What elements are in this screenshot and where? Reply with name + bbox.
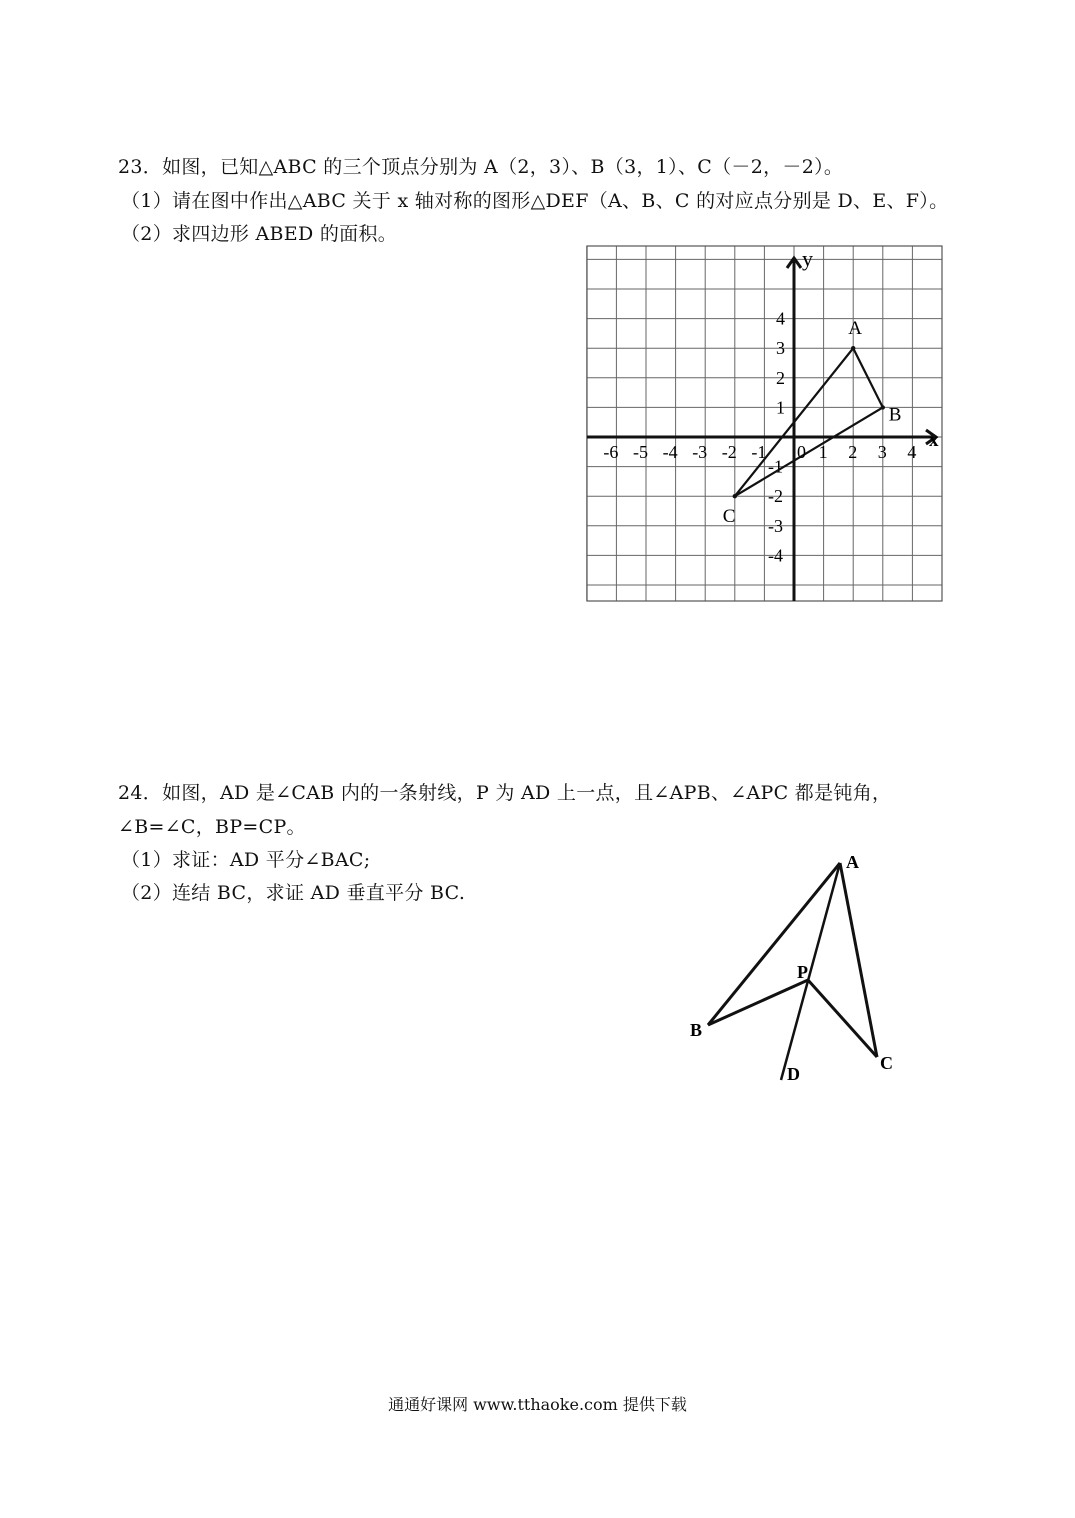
x-tick-label: -5 xyxy=(633,442,648,462)
label-c: C xyxy=(880,1053,893,1073)
label-d: D xyxy=(787,1064,800,1084)
vertex-label: A xyxy=(848,318,862,340)
y-tick-label: -3 xyxy=(768,515,783,536)
y-tick-label: -1 xyxy=(768,456,783,477)
q24-part1: （1）求证：AD 平分∠BAC; xyxy=(121,849,371,871)
y-tick-label: -4 xyxy=(768,545,783,566)
q23-title: 23．如图，已知△ABC 的三个顶点分别为 A（2，3）、B（3，1）、C（－2，－2）。 xyxy=(118,156,844,178)
label-a: A xyxy=(846,852,859,872)
x-tick-label: 2 xyxy=(848,442,858,462)
y-tick-label: 1 xyxy=(776,397,785,418)
q23-part2: （2）求四边形 ABED 的面积。 xyxy=(121,223,398,245)
x-tick-label: -4 xyxy=(662,442,678,462)
q24-title-line1: 24．如图，AD 是∠CAB 内的一条射线，P 为 AD 上一点，且∠APB、∠APC 都是钝角， xyxy=(118,782,892,804)
x-tick-label: 1 xyxy=(818,442,828,462)
segment-ab xyxy=(708,863,840,1025)
y-tick-label: 3 xyxy=(776,338,785,359)
q24-part2: （2）连结 BC，求证 AD 垂直平分 BC. xyxy=(121,882,466,904)
x-axis-label: x xyxy=(929,430,939,451)
vertex-label: B xyxy=(888,404,902,426)
q23-part1: （1）请在图中作出△ABC 关于 x 轴对称的图形△DEF（A、B、C 的对应点分别是 D、E、F）。 xyxy=(121,190,949,212)
x-tick-label: 4 xyxy=(907,442,917,462)
vertex-label: C xyxy=(722,506,736,528)
x-tick-label: -3 xyxy=(692,442,708,462)
q24-title-line2: ∠B=∠C，BP=CP。 xyxy=(118,816,306,838)
segment-bp xyxy=(708,980,808,1025)
label-b: B xyxy=(690,1020,703,1040)
x-tick-label: -2 xyxy=(721,442,737,462)
x-tick-label: 3 xyxy=(877,442,887,462)
origin-label: 0 xyxy=(797,442,806,462)
segment-ac xyxy=(840,863,877,1057)
y-tick-label: -2 xyxy=(768,486,783,507)
x-tick-label: -1 xyxy=(751,442,767,462)
segment-pc xyxy=(808,980,877,1057)
ray-ad xyxy=(781,863,840,1080)
footer-source: 通通好课网 www.tthaoke.com 提供下载 xyxy=(388,1395,687,1414)
x-tick-label: -6 xyxy=(603,442,619,462)
y-axis-label: y xyxy=(802,246,813,271)
y-tick-label: 4 xyxy=(776,308,785,329)
y-tick-label: 2 xyxy=(776,367,785,388)
label-p: P xyxy=(797,962,808,982)
